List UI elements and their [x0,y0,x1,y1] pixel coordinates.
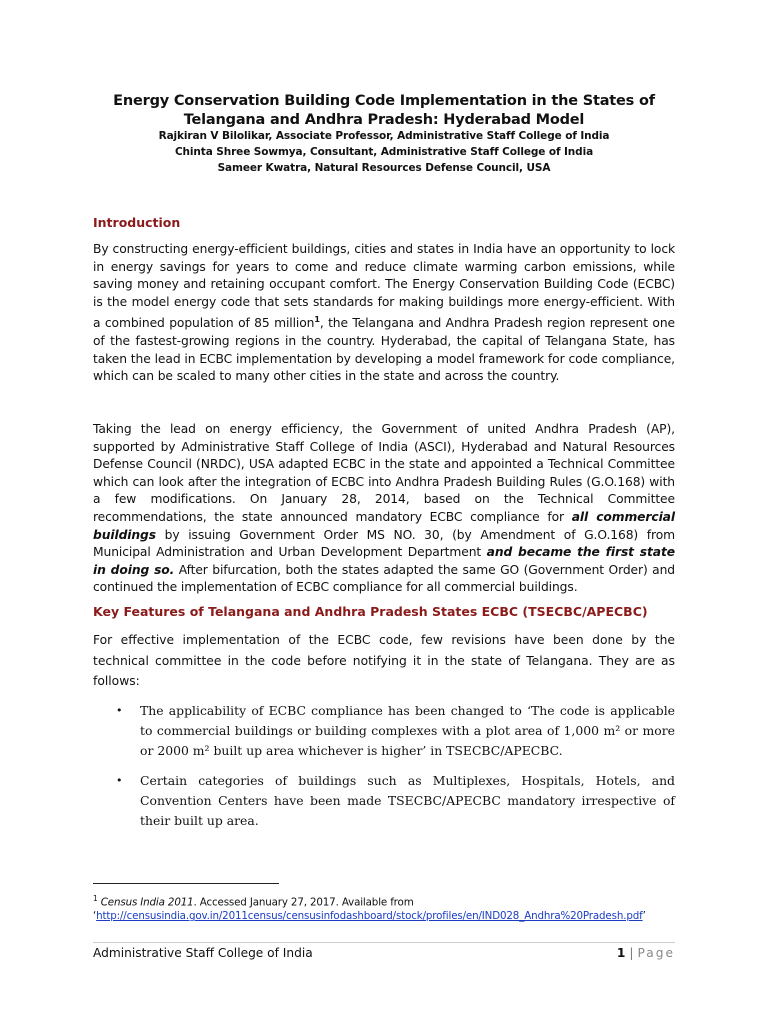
footnote [93,892,678,923]
title-line-1: Energy Conservation Building Code Implementation in the States of [113,93,655,109]
p2-emphasis-2: and became the first state in doing so. [93,545,676,577]
bullet-icon: • [116,704,123,717]
author-line: Rajkiran V Bilolikar, Associate Professor, Administrative Staff College of India [158,130,610,142]
footer-divider [93,942,675,943]
footer-institution: Administrative Staff College of India [93,946,313,960]
p1-text-a: By constructing energy-efficient buildings, cities and states in India have an opportunity to lock in energy savings for years to come and reduce climate warming carbon emissions, while saving money and retaining occupant comfort. The Energy Conservation Building Code (ECBC) is the model energy code that sets standards for making buildings more energy-efficient. With a combined population of 85 million [93,242,675,331]
list-item [93,771,675,831]
list-item-text: Certain categories of buildings such as Multiplexes, Hospitals, Hotels, and Convention Centers have been made TSECBC/APECBC mandatory irrespective of their built up area. [140,773,675,828]
footnote-quote-close: ’ [642,910,646,923]
author-line: Chinta Shree Sowmya, Consultant, Administrative Staff College of India [174,146,594,158]
footnote-number: 1 [93,894,98,903]
p2-text-b: by issuing Government Order MS NO. 30, (by Amendment of G.O.168) from Municipal Administration and Urban Development Department [93,527,675,560]
section-heading-key-features: Key Features of Telangana and Andhra Pradesh States ECBC (TSECBC/APECBC) [93,604,648,619]
p2-text-a: Taking the lead on energy efficiency, the Government of united Andhra Pradesh (AP), supported by Administrative Staff College of India (ASCI), Hyderabad and Natural Resources Defense Council (NRDC), USA adapted ECBC in the state and appointed a Technical Committee which can look after the integration of ECBC into Andhra Pradesh Building Rules (G.O.168) with a few modifications. On January 28, 2014, based on the Technical Committee recommendations, the state announced mandatory ECBC compliance for [93,422,675,524]
introduction-paragraph-1 [93,241,675,386]
list-item [93,701,675,761]
footnote-quote-open: ‘ [93,910,97,923]
list-item-text: The applicability of ECBC compliance has been changed to ‘The code is applicable to commercial buildings or building complexes with a plot area of 1,000 m² or more or 2000 m² built up area whichever is higher’ in TSECBC/APECBC. [140,703,675,758]
key-features-list [93,701,675,841]
key-features-intro: For effective implementation of the ECBC code, few revisions have been done by the technical committee in the code before notifying it in the state of Telangana. They are as follows: [93,633,675,688]
footnote-source: Census India 2011 [100,896,194,909]
page-indicator [617,946,675,960]
page-separator: | [629,946,634,960]
page-label: Page [637,946,675,960]
footnote-text: . Accessed January 27, 2017. Available from [193,896,414,909]
p1-text-b: , the Telangana and Andhra Pradesh region represent one of the fastest-growing regions in the country. Hyderabad, the capital of Telangana State, has taken the lead in ECBC implementation by developing a model framework for code compliance, which can be scaled to many other cities in the state and across the country. [93,316,675,384]
paper-title [92,92,676,130]
footnote-divider [93,883,279,884]
footnote-link[interactable]: http://censusindia.gov.in/2011census/censusinfodashboard/stock/profiles/en/IND028_Andhra%20Pradesh.pdf [96,910,643,923]
footnote-ref[interactable]: 1 [314,315,320,325]
bullet-icon: • [116,774,123,787]
page-number: 1 [616,946,626,960]
p2-text-c: After bifurcation, both the states adapted the same GO (Government Order) and continued the implementation of ECBC compliance for all commercial buildings. [93,562,676,595]
author-line: Sameer Kwatra, Natural Resources Defense Council, USA [217,162,551,174]
p2-emphasis-1: all commercial buildings [93,509,675,542]
title-line-2: Telangana and Andhra Pradesh: Hyderabad Model [183,112,585,128]
introduction-paragraph-2 [93,421,675,597]
section-heading-introduction: Introduction [93,215,181,230]
